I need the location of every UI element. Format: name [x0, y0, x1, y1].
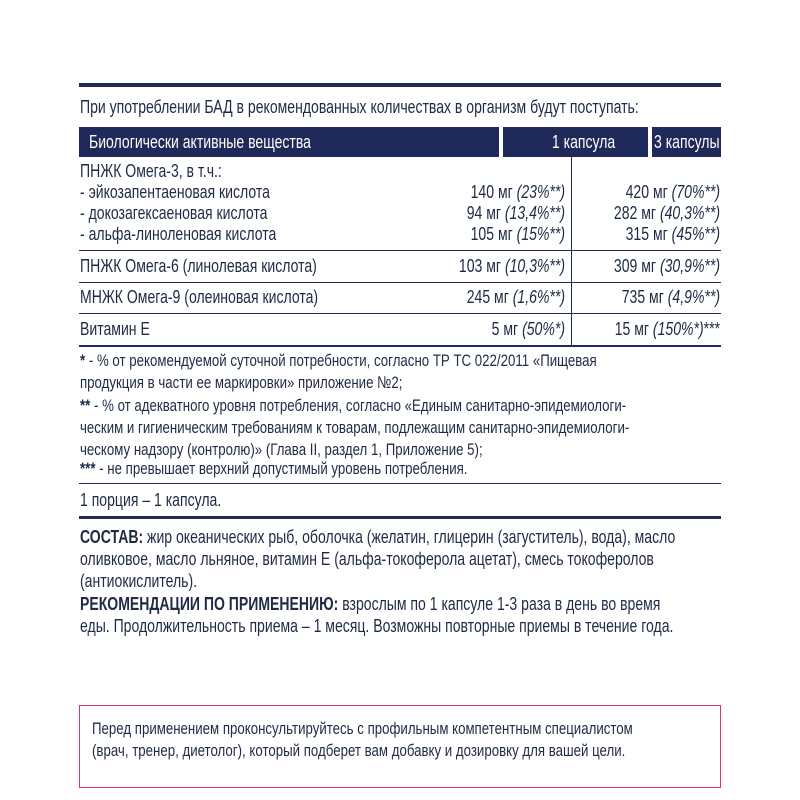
- table-cell: 315 мг (45%**): [625, 224, 720, 244]
- table-cell: 103 мг (10,3%**): [458, 256, 565, 276]
- table-cell: 309 мг (30,9%**): [613, 256, 720, 276]
- footnote-1: * - % от рекомендуемой суточной потребности, согласно ТР ТС 022/2011 «Пищевая продукция в части ее маркировки» приложение №2;: [80, 351, 597, 392]
- table-row: МНЖК Омега-9 (олеиновая кислота): [80, 287, 319, 307]
- table-header: [79, 127, 721, 157]
- table-row: - докозагексаеновая кислота: [80, 203, 268, 223]
- table-cell: 282 мг (40,3%**): [613, 203, 720, 223]
- table-cell: 140 мг (23%**): [470, 182, 565, 202]
- table-row: - эйкозапентаеновая кислота: [80, 182, 270, 202]
- footnote-2: ** - % от адекватного уровня потребления, согласно «Единым санитарно-эпидемиологи- ческим и гигиеническим требованиям к товарам, подлежащим санитарно-эпидемиологи- ческому надзору (контролю)» (Глава II, раздел 1, Приложение 5);: [80, 396, 630, 459]
- table-cell: 420 мг (70%**): [625, 182, 720, 202]
- row-divider: [79, 250, 721, 251]
- footnote-3: *** - не превышает верхний допустимый уровень потребления.: [80, 459, 468, 478]
- table-cell: 105 мг (15%**): [470, 224, 565, 244]
- intro-text: При употреблении БАД в рекомендованных количествах в организм будут поступать:: [80, 97, 639, 117]
- top-divider: [79, 83, 721, 87]
- omega3-title: ПНЖК Омега-3, в т.ч.:: [80, 161, 222, 181]
- recommendations-section: РЕКОМЕНДАЦИИ ПО ПРИМЕНЕНИЮ: взрослым по 1 капсуле 1-3 раза в день во время еды. Продолжительность приема – 1 месяц. Возможны повторные приемы в течение года.: [80, 594, 674, 636]
- column-divider: [571, 157, 572, 345]
- footnotes-divider: [79, 483, 721, 484]
- table-cell: 94 мг (13,4%**): [466, 203, 565, 223]
- table-row: Витамин Е: [80, 319, 150, 339]
- portion-text: 1 порция – 1 капсула.: [80, 490, 222, 510]
- table-row: - альфа-линоленовая кислота: [80, 224, 277, 244]
- header-1-capsule: 1 капсула: [503, 127, 648, 157]
- table-bottom-divider: [79, 345, 721, 347]
- table-cell: 735 мг (4,9%**): [621, 287, 720, 307]
- table-cell: 5 мг (50%*): [491, 319, 565, 339]
- header-substances: Биологически активные вещества: [79, 127, 499, 157]
- section-divider: [79, 516, 721, 519]
- warning-line-2: (врач, тренер, диетолог), который подберет вам добавку и дозировку для вашей цели.: [92, 741, 626, 760]
- row-divider: [79, 282, 721, 283]
- header-3-capsules: 3 капсулы: [652, 127, 721, 157]
- table-cell: 245 мг (1,6%**): [466, 287, 565, 307]
- table-cell: 15 мг (150%*)***: [614, 319, 720, 339]
- table-row: ПНЖК Омега-6 (линолевая кислота): [80, 256, 317, 276]
- row-divider: [79, 313, 721, 314]
- warning-line-1: Перед применением проконсультируйтесь с профильным компетентным специалистом: [92, 719, 633, 738]
- composition-section: СОСТАВ: жир океанических рыб, оболочка (желатин, глицерин (загуститель), вода), масло оливковое, масло льняное, витамин Е (альфа-токоферола ацетат), смесь токоферолов (антиокислитель).: [80, 527, 676, 591]
